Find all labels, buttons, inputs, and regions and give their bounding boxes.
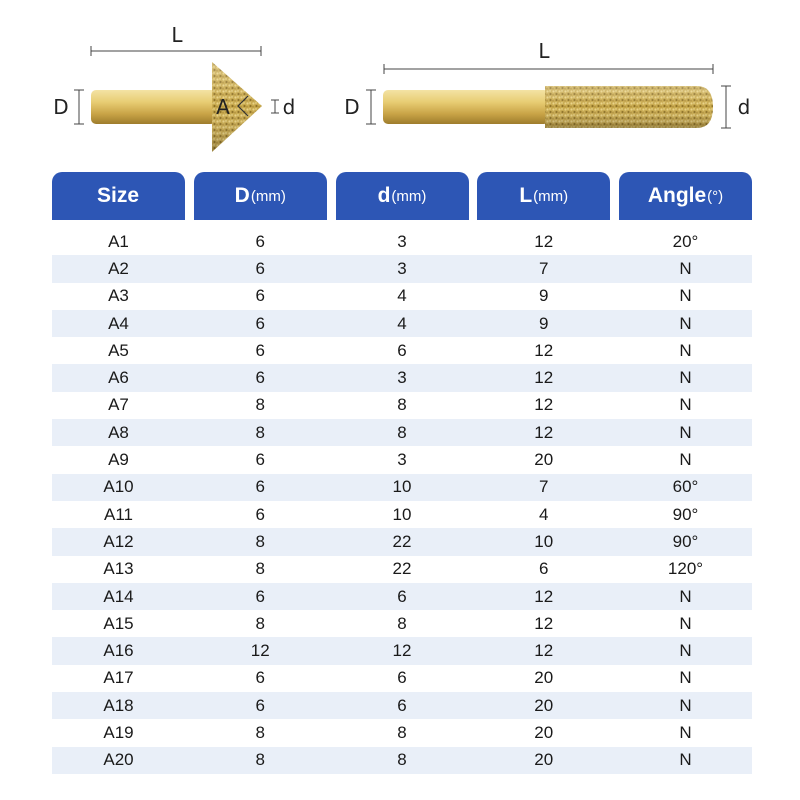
angle-cell: N	[679, 313, 692, 333]
angle-cell: 90°	[672, 531, 699, 551]
table-row	[52, 556, 752, 583]
table-row	[52, 665, 752, 692]
shank-diameter-cell: 6	[255, 286, 265, 306]
angle-cell: N	[679, 368, 692, 388]
angle-cell: N	[679, 695, 692, 715]
head-diameter-cell: 6	[397, 695, 407, 715]
size-cell: A16	[103, 641, 134, 661]
header-size-label: Size	[96, 184, 140, 207]
table-row	[52, 337, 752, 364]
angle-cell: 120°	[667, 559, 704, 579]
left-tool-shank	[91, 90, 216, 124]
left-tool-diagram	[53, 23, 295, 152]
head-diameter-cell: 6	[397, 586, 407, 606]
size-cell: A10	[103, 477, 134, 497]
size-cell: A20	[103, 750, 134, 770]
shank-diameter-cell: 8	[255, 613, 265, 633]
size-cell: A17	[103, 668, 134, 688]
length-cell: 12	[534, 613, 554, 633]
head-diameter-cell: 10	[392, 477, 412, 497]
angle-cell: N	[679, 750, 692, 770]
table-row	[52, 747, 752, 774]
head-diameter-cell: 6	[397, 340, 407, 360]
table-row	[52, 610, 752, 637]
length-cell: 12	[534, 368, 554, 388]
shank-diameter-cell: 6	[255, 504, 265, 524]
head-diameter-cell: 12	[392, 641, 412, 661]
right-tip-dimension	[721, 86, 750, 128]
head-diameter-cell: 3	[397, 258, 407, 278]
shank-diameter-cell: 6	[255, 368, 265, 388]
table-row	[52, 283, 752, 310]
right-tool-diagram	[344, 39, 750, 128]
header-angle-label: Angle	[647, 184, 707, 207]
length-cell: 7	[539, 477, 549, 497]
shank-diameter-cell: 6	[255, 586, 265, 606]
size-cell: A2	[108, 258, 129, 278]
angle-label: A	[216, 95, 230, 119]
head-diameter-cell: 4	[397, 286, 407, 306]
size-cell: A12	[103, 531, 134, 551]
shank-diameter-cell: 8	[255, 722, 265, 742]
header-shank-diameter-label: D	[234, 184, 250, 207]
left-tip-dimension	[271, 95, 295, 119]
length-cell: 20	[534, 668, 554, 688]
size-cell: A13	[103, 559, 134, 579]
angle-cell: N	[679, 286, 692, 306]
angle-cell: N	[679, 722, 692, 742]
size-cell: A5	[108, 340, 129, 360]
header-size	[52, 172, 185, 220]
size-cell: A11	[104, 504, 133, 524]
header-shank-diameter-unit: (mm)	[250, 187, 286, 205]
head-diameter-cell: 4	[397, 313, 407, 333]
angle-cell: N	[679, 613, 692, 633]
length-cell: 20	[534, 450, 554, 470]
shank-diameter-cell: 6	[255, 450, 265, 470]
shank-diameter-cell: 6	[255, 258, 265, 278]
head-diameter-cell: 8	[397, 750, 407, 770]
left-shank-dimension	[53, 90, 84, 124]
angle-cell: N	[679, 395, 692, 415]
table-row	[52, 364, 752, 391]
right-length-dimension	[384, 39, 713, 74]
table-row	[52, 528, 752, 555]
head-diameter-cell: 22	[392, 559, 412, 579]
table-row	[52, 392, 752, 419]
shank-diameter-cell: 8	[255, 422, 265, 442]
shank-diameter-cell: 8	[255, 559, 265, 579]
shank-diameter-cell: 6	[255, 231, 265, 251]
length-cell: 12	[534, 340, 554, 360]
head-diameter-cell: 6	[397, 668, 407, 688]
size-cell: A4	[108, 313, 129, 333]
size-cell: A6	[108, 368, 129, 388]
length-cell: 12	[534, 231, 554, 251]
size-cell: A18	[103, 695, 134, 715]
length-cell: 20	[534, 750, 554, 770]
header-length-label: L	[519, 184, 533, 207]
head-diameter-cell: 8	[397, 422, 407, 442]
shank-diameter-cell: 6	[255, 340, 265, 360]
shank-diameter-cell: 8	[255, 750, 265, 770]
head-diameter-cell: 8	[397, 395, 407, 415]
head-diameter-cell: 3	[397, 450, 407, 470]
head-diameter-cell: 10	[392, 504, 412, 524]
shank-diameter-cell: 6	[255, 313, 265, 333]
length-cell: 12	[534, 395, 554, 415]
table-row	[52, 501, 752, 528]
length-cell: 9	[539, 286, 549, 306]
table-row	[52, 255, 752, 282]
table-row	[52, 228, 752, 255]
shank-diameter-cell: 6	[255, 477, 265, 497]
angle-cell: N	[679, 422, 692, 442]
length-cell: 9	[539, 313, 549, 333]
right-tip-label: d	[737, 95, 751, 119]
angle-cell: 60°	[672, 477, 699, 497]
angle-cell: N	[679, 340, 692, 360]
size-cell: A9	[108, 450, 129, 470]
head-diameter-cell: 8	[397, 722, 407, 742]
size-cell: A8	[108, 422, 129, 442]
angle-cell: 90°	[672, 504, 699, 524]
header-head-diameter-unit: (mm)	[391, 187, 427, 205]
right-shank-label: D	[344, 95, 360, 119]
header-head-diameter	[336, 172, 469, 220]
left-length-dimension	[91, 23, 261, 56]
table-row	[52, 719, 752, 746]
size-spec-table	[52, 172, 752, 774]
length-cell: 20	[534, 695, 554, 715]
length-cell: 20	[534, 722, 554, 742]
right-shank-dimension	[344, 90, 376, 124]
head-diameter-cell: 3	[397, 231, 407, 251]
right-length-label: L	[538, 39, 550, 63]
angle-cell: N	[679, 258, 692, 278]
header-length-unit: (mm)	[533, 187, 569, 205]
table-body	[52, 228, 752, 774]
table-row	[52, 419, 752, 446]
table-row	[52, 637, 752, 664]
left-tip-label: d	[282, 95, 296, 119]
header-length	[477, 172, 610, 220]
head-diameter-cell: 8	[397, 613, 407, 633]
size-cell: A1	[108, 231, 129, 251]
table-row	[52, 583, 752, 610]
left-length-label: L	[171, 23, 183, 47]
tool-diagrams	[0, 0, 800, 170]
size-cell: A15	[103, 613, 134, 633]
angle-cell: 20°	[672, 231, 699, 251]
size-cell: A3	[108, 286, 129, 306]
angle-cell: N	[679, 668, 692, 688]
table-row	[52, 310, 752, 337]
size-cell: A19	[103, 722, 134, 742]
right-tool-shank	[383, 90, 549, 124]
table-row	[52, 474, 752, 501]
shank-diameter-cell: 6	[255, 668, 265, 688]
header-head-diameter-label: d	[377, 184, 391, 207]
length-cell: 12	[534, 422, 554, 442]
length-cell: 7	[539, 258, 549, 278]
size-cell: A14	[103, 586, 134, 606]
table-row	[52, 446, 752, 473]
length-cell: 12	[534, 641, 554, 661]
angle-cell: N	[679, 450, 692, 470]
table-header	[52, 172, 752, 220]
left-shank-label: D	[53, 95, 69, 119]
shank-diameter-cell: 8	[255, 395, 265, 415]
head-diameter-cell: 22	[392, 531, 412, 551]
length-cell: 12	[534, 586, 554, 606]
header-shank-diameter	[194, 172, 327, 220]
size-cell: A7	[108, 395, 129, 415]
shank-diameter-cell: 6	[255, 695, 265, 715]
length-cell: 10	[534, 531, 554, 551]
header-angle	[619, 172, 752, 220]
length-cell: 4	[539, 504, 549, 524]
head-diameter-cell: 3	[397, 368, 407, 388]
header-angle-unit: (°)	[707, 187, 724, 205]
shank-diameter-cell: 8	[255, 531, 265, 551]
angle-cell: N	[679, 641, 692, 661]
table-row	[52, 692, 752, 719]
shank-diameter-cell: 12	[250, 641, 270, 661]
angle-cell: N	[679, 586, 692, 606]
length-cell: 6	[539, 559, 549, 579]
